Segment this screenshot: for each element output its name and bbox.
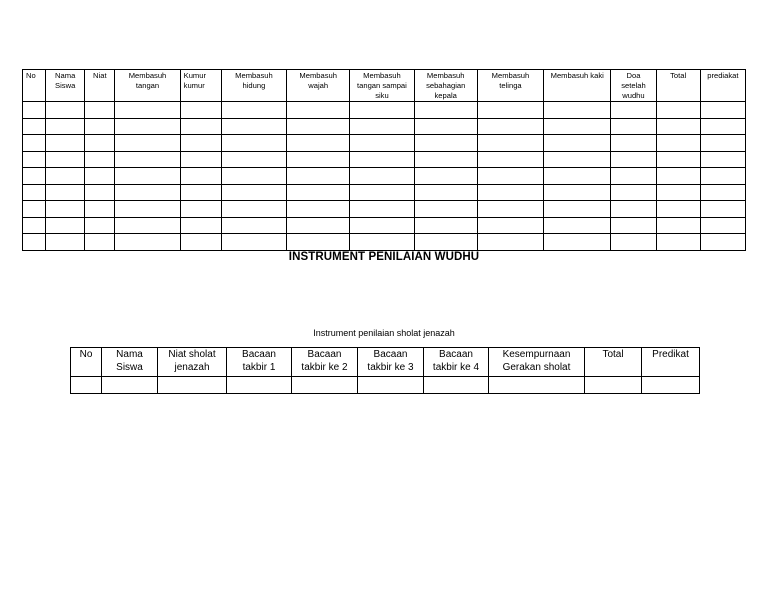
table-cell <box>221 102 286 119</box>
table-cell <box>180 151 221 168</box>
jenazah-header-cell: Nama Siswa <box>102 348 158 377</box>
table-cell <box>23 118 46 135</box>
jenazah-header-cell: Predikat <box>642 348 700 377</box>
table-cell <box>350 118 414 135</box>
table-cell <box>414 168 477 185</box>
table-cell <box>85 102 115 119</box>
table-cell <box>46 102 85 119</box>
table-cell <box>544 151 611 168</box>
table-cell <box>700 102 745 119</box>
table-cell <box>700 151 745 168</box>
table-cell <box>115 234 180 251</box>
table-cell <box>85 168 115 185</box>
table-cell <box>700 234 745 251</box>
table-cell <box>85 201 115 218</box>
table-cell <box>611 184 656 201</box>
table-cell <box>221 118 286 135</box>
wudhu-header-row <box>23 70 746 102</box>
table-cell <box>477 184 543 201</box>
table-cell <box>221 184 286 201</box>
table-cell <box>221 151 286 168</box>
wudhu-table-row <box>23 118 746 135</box>
table-cell <box>23 151 46 168</box>
table-cell <box>700 135 745 152</box>
table-cell <box>115 217 180 234</box>
wudhu-table-row <box>23 168 746 185</box>
table-cell <box>350 184 414 201</box>
wudhu-header-cell: Membasuh tangan sampai siku <box>350 70 414 102</box>
table-cell <box>656 102 700 119</box>
table-cell <box>611 168 656 185</box>
table-cell <box>414 151 477 168</box>
jenazah-header-cell: Bacaan takbir ke 2 <box>292 348 358 377</box>
wudhu-header-cell: prediakat <box>700 70 745 102</box>
wudhu-table-row <box>23 135 746 152</box>
jenazah-header-cell: Bacaan takbir 1 <box>227 348 292 377</box>
table-cell <box>544 118 611 135</box>
table-cell <box>46 135 85 152</box>
jenazah-header-cell: Niat sholat jenazah <box>158 348 227 377</box>
table-cell <box>115 184 180 201</box>
wudhu-header-cell: Niat <box>85 70 115 102</box>
table-cell <box>115 118 180 135</box>
jenazah-header-row <box>71 348 700 377</box>
jenazah-table-row <box>71 377 700 394</box>
table-cell <box>287 168 350 185</box>
table-cell <box>221 135 286 152</box>
table-cell <box>46 184 85 201</box>
table-cell <box>158 377 227 394</box>
table-cell <box>287 135 350 152</box>
wudhu-header-cell: Membasuh telinga <box>477 70 543 102</box>
table-cell <box>46 151 85 168</box>
table-cell <box>180 135 221 152</box>
table-cell <box>46 234 85 251</box>
table-cell <box>287 184 350 201</box>
wudhu-header-cell: Membasuh sebahagian kepala <box>414 70 477 102</box>
table-cell <box>700 184 745 201</box>
table-cell <box>656 184 700 201</box>
table-cell <box>656 135 700 152</box>
table-cell <box>477 118 543 135</box>
table-cell <box>656 168 700 185</box>
table-cell <box>414 102 477 119</box>
table-cell <box>611 151 656 168</box>
table-cell <box>585 377 642 394</box>
table-cell <box>85 184 115 201</box>
wudhu-header-cell: Total <box>656 70 700 102</box>
table-cell <box>85 234 115 251</box>
table-cell <box>414 201 477 218</box>
table-cell <box>287 217 350 234</box>
table-cell <box>85 151 115 168</box>
table-cell <box>544 217 611 234</box>
jenazah-header-cell: Kesempurnaan Gerakan sholat <box>489 348 585 377</box>
table-cell <box>221 217 286 234</box>
wudhu-header-cell: Nama Siswa <box>46 70 85 102</box>
table-cell <box>414 217 477 234</box>
table-cell <box>23 168 46 185</box>
table-cell <box>180 168 221 185</box>
table-cell <box>350 217 414 234</box>
table-cell <box>23 184 46 201</box>
table-cell <box>544 234 611 251</box>
table-cell <box>23 217 46 234</box>
table-cell <box>287 102 350 119</box>
wudhu-assessment-table <box>22 69 746 251</box>
table-cell <box>611 118 656 135</box>
jenazah-header-cell: Bacaan takbir ke 3 <box>358 348 424 377</box>
table-cell <box>85 135 115 152</box>
table-cell <box>227 377 292 394</box>
table-cell <box>287 201 350 218</box>
table-cell <box>115 201 180 218</box>
table-cell <box>85 217 115 234</box>
table-cell <box>611 234 656 251</box>
table-cell <box>656 201 700 218</box>
table-cell <box>180 118 221 135</box>
wudhu-header-cell: No <box>23 70 46 102</box>
table-cell <box>477 151 543 168</box>
table-cell <box>700 168 745 185</box>
table-cell <box>700 118 745 135</box>
table-cell <box>221 234 286 251</box>
wudhu-header-cell: Doa setelah wudhu <box>611 70 656 102</box>
table-cell <box>700 217 745 234</box>
table-cell <box>611 201 656 218</box>
table-cell <box>115 151 180 168</box>
table-cell <box>477 217 543 234</box>
wudhu-table-row <box>23 234 746 251</box>
wudhu-header-cell: Membasuh hidung <box>221 70 286 102</box>
jenazah-header-cell: No <box>71 348 102 377</box>
table-cell <box>414 118 477 135</box>
table-cell <box>350 168 414 185</box>
table-cell <box>180 184 221 201</box>
table-cell <box>611 217 656 234</box>
table-cell <box>477 168 543 185</box>
table-cell <box>115 102 180 119</box>
jenazah-header-cell: Total <box>585 348 642 377</box>
table-cell <box>489 377 585 394</box>
table-cell <box>115 168 180 185</box>
table-cell <box>46 118 85 135</box>
table-cell <box>102 377 158 394</box>
table-cell <box>287 234 350 251</box>
table-cell <box>23 201 46 218</box>
table-cell <box>700 201 745 218</box>
table-cell <box>477 102 543 119</box>
table-cell <box>23 234 46 251</box>
table-cell <box>23 135 46 152</box>
jenazah-assessment-caption: Instrument penilaian sholat jenazah <box>313 328 455 338</box>
table-cell <box>71 377 102 394</box>
table-cell <box>46 201 85 218</box>
wudhu-header-cell: Membasuh wajah <box>287 70 350 102</box>
table-cell <box>544 135 611 152</box>
table-cell <box>656 118 700 135</box>
table-cell <box>414 135 477 152</box>
table-cell <box>292 377 358 394</box>
table-cell <box>46 217 85 234</box>
wudhu-header-cell: Kumur kumur <box>180 70 221 102</box>
table-cell <box>477 135 543 152</box>
wudhu-assessment-title: INSTRUMENT PENILAIAN WUDHU <box>288 251 480 263</box>
table-cell <box>287 118 350 135</box>
wudhu-table-row <box>23 151 746 168</box>
table-cell <box>350 102 414 119</box>
wudhu-table-row <box>23 184 746 201</box>
table-cell <box>477 201 543 218</box>
table-cell <box>544 168 611 185</box>
table-cell <box>424 377 489 394</box>
table-cell <box>358 377 424 394</box>
table-cell <box>350 151 414 168</box>
wudhu-table-row <box>23 102 746 119</box>
table-cell <box>544 201 611 218</box>
table-cell <box>414 234 477 251</box>
table-cell <box>414 184 477 201</box>
table-cell <box>180 201 221 218</box>
table-cell <box>221 201 286 218</box>
table-cell <box>611 135 656 152</box>
wudhu-table-row <box>23 201 746 218</box>
table-cell <box>544 102 611 119</box>
table-cell <box>544 184 611 201</box>
wudhu-header-cell: Membasuh tangan <box>115 70 180 102</box>
table-cell <box>23 102 46 119</box>
table-cell <box>46 168 85 185</box>
table-cell <box>642 377 700 394</box>
table-cell <box>656 217 700 234</box>
table-cell <box>477 234 543 251</box>
jenazah-assessment-table <box>70 347 700 394</box>
table-cell <box>180 102 221 119</box>
wudhu-table-row <box>23 217 746 234</box>
table-cell <box>350 135 414 152</box>
table-cell <box>656 234 700 251</box>
table-cell <box>180 217 221 234</box>
table-cell <box>611 102 656 119</box>
table-cell <box>656 151 700 168</box>
table-cell <box>85 118 115 135</box>
table-cell <box>287 151 350 168</box>
table-cell <box>350 234 414 251</box>
table-cell <box>115 135 180 152</box>
table-cell <box>180 234 221 251</box>
table-cell <box>350 201 414 218</box>
table-cell <box>221 168 286 185</box>
jenazah-header-cell: Bacaan takbir ke 4 <box>424 348 489 377</box>
wudhu-header-cell: Membasuh kaki <box>544 70 611 102</box>
